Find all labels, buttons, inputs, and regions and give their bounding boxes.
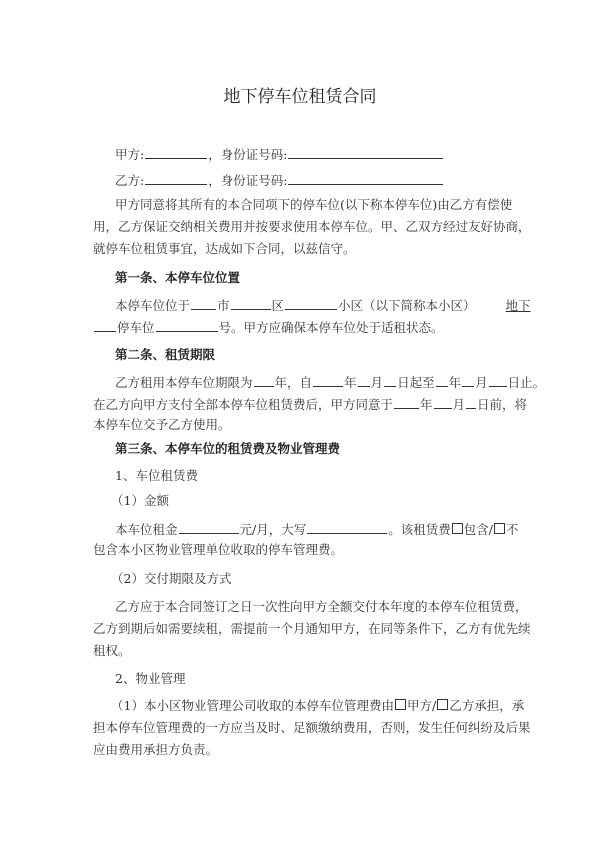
blank[interactable]: [489, 373, 507, 387]
section-heading: 1、车位租赁费: [115, 468, 198, 483]
rent-blank[interactable]: [179, 520, 239, 534]
party-b-blank[interactable]: [145, 171, 207, 185]
blank[interactable]: [394, 395, 419, 409]
text: 日前，将: [477, 397, 528, 412]
party-b-line: [115, 171, 444, 189]
blank[interactable]: [384, 373, 396, 387]
management-line: [111, 698, 524, 714]
article-2-line: [115, 373, 545, 391]
checkbox[interactable]: [395, 699, 406, 710]
text: 乙方租用本停车位期限为: [115, 375, 253, 390]
article-1-heading: 第一条、本停车位位置: [115, 270, 241, 285]
text: 号。甲方应确保本停车位处于适租状态。: [218, 320, 444, 335]
party-a-id-blank[interactable]: [288, 145, 443, 159]
text: 区: [271, 298, 285, 313]
level-blank[interactable]: [94, 318, 116, 332]
intro-line: 用，乙方保证交纳相关费用并按要求使用本停车位。甲、乙双方经过友好协商，: [93, 219, 531, 234]
section-heading: 2、物业管理: [115, 671, 186, 686]
blank[interactable]: [434, 395, 452, 409]
management-line: 应由费用承担方负责。: [93, 742, 219, 757]
text: 年: [344, 375, 357, 390]
city-blank[interactable]: [191, 296, 216, 310]
party-a-id-label: ，身份证号码:: [208, 147, 288, 162]
text: 年: [420, 397, 433, 412]
text: 停车位: [117, 320, 155, 335]
article-1-line: [115, 296, 531, 314]
payment-line: 乙方应于本合同签订之日一次性向甲方全额交付本年度的本停车位租赁费，: [115, 599, 528, 614]
blank[interactable]: [436, 373, 448, 387]
district-blank[interactable]: [231, 296, 271, 310]
text: 包含/: [463, 522, 493, 537]
blank[interactable]: [254, 373, 274, 387]
text: 月: [475, 375, 488, 390]
text: 乙方承担，承: [449, 698, 525, 713]
space-number-blank[interactable]: [156, 318, 218, 332]
text: 年: [448, 375, 462, 390]
blank[interactable]: [358, 373, 370, 387]
party-b-label: 乙方:: [115, 173, 145, 188]
subsection-heading: （1）金额: [111, 493, 169, 508]
party-a-blank[interactable]: [145, 145, 207, 159]
article-3-heading: 第三条、本停车位的租赁费及物业管理费: [115, 441, 341, 456]
text: 本停车位位于: [115, 298, 191, 313]
intro-line: 甲方同意将其所有的本合同项下的停车位(以下称本停车位)由乙方有偿使: [115, 197, 513, 212]
text: 本车位租金: [115, 522, 178, 537]
text: （1）本小区物业管理公司收取的本停车位管理费由: [111, 698, 394, 713]
article-2-line: [93, 395, 527, 413]
checkbox[interactable]: [452, 523, 463, 534]
community-blank[interactable]: [285, 296, 337, 310]
payment-line: 乙方到期后如需要续租，需提前一个月通知甲方，在同等条件下，乙方有优先续: [93, 621, 531, 636]
text: 甲方/: [406, 698, 437, 713]
article-2-line: 本停车位交予乙方使用。: [93, 417, 231, 432]
text: 日止。: [507, 375, 546, 390]
text: 不: [505, 522, 519, 537]
article-1-line: [93, 318, 444, 336]
party-a-label: 甲方:: [115, 147, 145, 162]
text: 在乙方向甲方支付全部本停车位租赁费后，甲方同意于: [93, 397, 394, 412]
blank[interactable]: [313, 373, 343, 387]
text: 市: [217, 298, 230, 313]
rent-line: [115, 520, 518, 538]
subsection-heading: （2）交付期限及方式: [111, 571, 232, 586]
text: 月: [452, 397, 466, 412]
management-line: 担本停车位管理费的一方应当及时、足额缴纳费用，否则，发生任何纠纷及后果: [93, 720, 531, 735]
text: 小区（以下简称本小区）: [338, 298, 476, 313]
party-b-id-label: ，身份证号码:: [208, 173, 288, 188]
text: 元/月，大写: [239, 522, 307, 537]
text: 年，自: [274, 375, 313, 390]
document-title: 地下停车位租赁合同: [223, 87, 377, 107]
rent-line: 包含本小区物业管理单位收取的停车管理费。: [93, 542, 344, 557]
party-a-line: [115, 145, 444, 163]
text: 月: [370, 375, 384, 390]
blank[interactable]: [462, 373, 474, 387]
blank[interactable]: [466, 395, 476, 409]
party-b-id-blank[interactable]: [288, 171, 443, 185]
checkbox[interactable]: [494, 523, 505, 534]
checkbox[interactable]: [437, 699, 448, 710]
article-2-heading: 第二条、租赁期限: [115, 347, 216, 362]
payment-line: 租权。: [93, 643, 131, 658]
text: 日起至: [397, 375, 435, 390]
intro-line: 就停车位租赁事宜，达成如下合同，以兹信守。: [93, 241, 356, 256]
rent-words-blank[interactable]: [307, 520, 387, 534]
underground-text: 地下: [505, 298, 531, 313]
text: 。该租赁费: [388, 522, 451, 537]
